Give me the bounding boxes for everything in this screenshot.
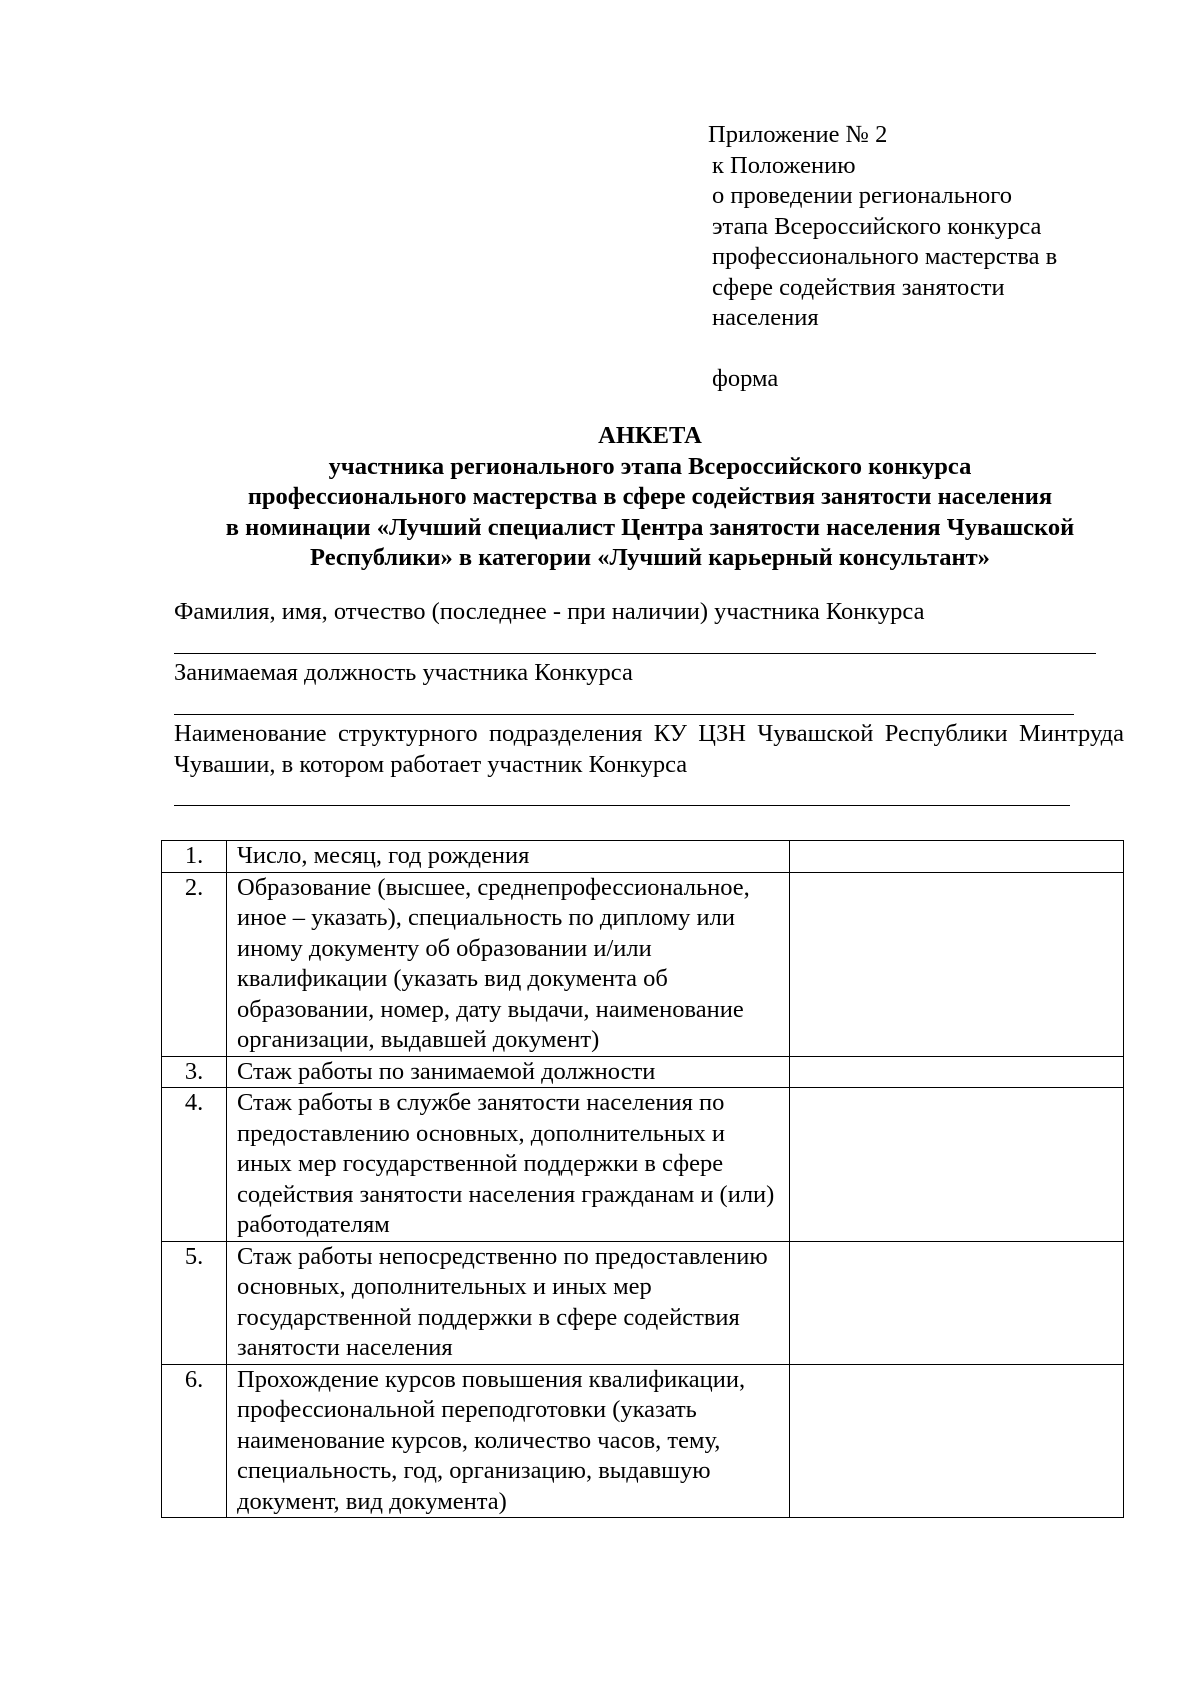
row-question: Стаж работы в службе занятости населения по предоставлению основных, дополнительных и иных мер государственной поддержки в сфере содействия занятости населения гражданам и (или) работодателям — [227, 1088, 790, 1242]
table-row — [162, 841, 1124, 873]
row-question: Образование (высшее, среднепрофессиональное, иное – указать), специальность по диплому или иному документу об образовании и/или квалификации (указать вид документа об образовании, номер, дату выдачи, наименование организации, выдавшей документ) — [227, 872, 790, 1056]
row-answer-cell[interactable] — [790, 1088, 1124, 1242]
appendix-line: этапа Всероссийского конкурса — [712, 212, 1042, 240]
row-answer-cell[interactable] — [790, 1364, 1124, 1518]
table-row — [162, 872, 1124, 1056]
title-heading: АНКЕТА — [598, 422, 702, 449]
position-label: Занимаемая должность участника Конкурса — [174, 659, 633, 686]
row-number: 3. — [162, 1056, 227, 1088]
row-question: Стаж работы непосредственно по предоставлению основных, дополнительных и иных мер государственной поддержки в сфере содействия занятости населения — [227, 1241, 790, 1364]
table-row — [162, 1056, 1124, 1088]
table-row — [162, 1241, 1124, 1364]
full-name-field — [174, 597, 924, 628]
appendix-line: населения — [712, 304, 819, 331]
row-answer-cell[interactable] — [790, 1056, 1124, 1088]
position-field — [174, 658, 633, 689]
title-line: в номинации «Лучший специалист Центра занятости населения Чувашской — [225, 513, 1075, 541]
position-underline[interactable] — [174, 714, 1074, 715]
table-row — [162, 1364, 1124, 1518]
table-row — [162, 1088, 1124, 1242]
title-line: участника регионального этапа Всероссийского конкурса — [328, 452, 972, 480]
row-number: 5. — [162, 1241, 227, 1364]
row-number: 2. — [162, 872, 227, 1056]
full-name-underline[interactable] — [174, 653, 1096, 654]
questionnaire-table — [161, 840, 1124, 1518]
department-underline[interactable] — [174, 805, 1070, 806]
row-number: 6. — [162, 1364, 227, 1518]
full-name-label: Фамилия, имя, отчество (последнее - при наличии) участника Конкурса — [174, 598, 925, 625]
row-question: Число, месяц, год рождения — [227, 841, 790, 873]
questionnaire-title — [140, 421, 1160, 574]
appendix-line: сфере содействия занятости — [712, 273, 1005, 301]
department-field — [174, 719, 1124, 780]
appendix-line: о проведении регионального — [712, 182, 1012, 209]
title-line: Республики» в категории «Лучший карьерный консультант» — [310, 544, 990, 571]
row-answer-cell[interactable] — [790, 872, 1124, 1056]
row-answer-cell[interactable] — [790, 841, 1124, 873]
appendix-line: Приложение № 2 — [708, 121, 888, 148]
row-question: Прохождение курсов повышения квалификации, профессиональной переподготовки (указать наименование курсов, количество часов, тему, специальность, год, организацию, выдавшую документ, вид документа) — [227, 1364, 790, 1518]
appendix-header — [708, 120, 1152, 395]
title-line: профессионального мастерства в сфере содействия занятости населения — [247, 483, 1053, 510]
row-question: Стаж работы по занимаемой должности — [227, 1056, 790, 1088]
row-number: 1. — [162, 841, 227, 873]
appendix-line: к Положению — [712, 151, 856, 179]
department-label: Наименование структурного подразделения КУ ЦЗН Чувашской Республики Минтруда Чувашии, в котором работает участник Конкурса — [174, 720, 1124, 778]
form-label: форма — [712, 365, 779, 392]
appendix-line: профессионального мастерства в — [712, 243, 1058, 270]
row-number: 4. — [162, 1088, 227, 1242]
row-answer-cell[interactable] — [790, 1241, 1124, 1364]
